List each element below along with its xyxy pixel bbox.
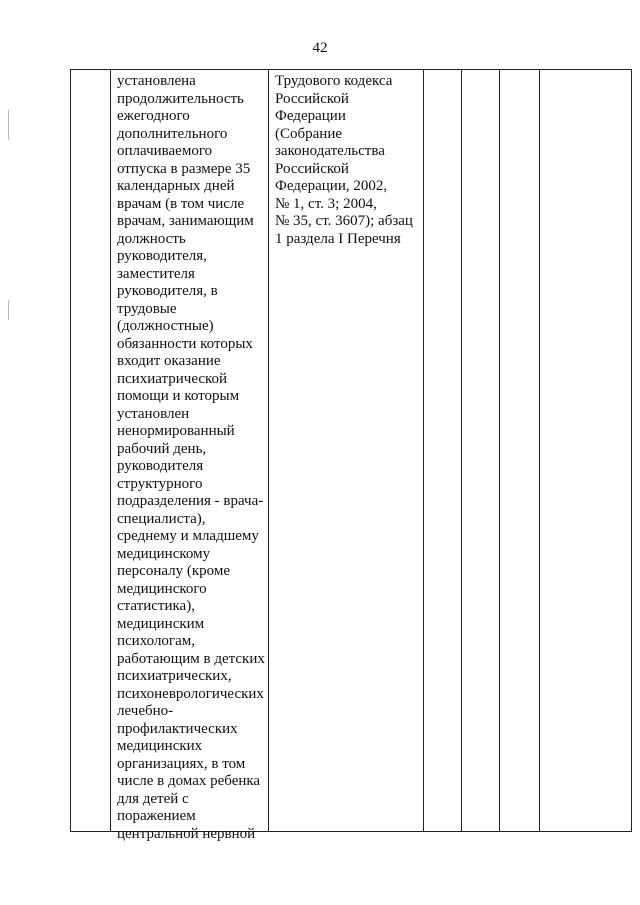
text-line: оплачиваемого <box>117 143 213 159</box>
text-line: психоневрологических <box>117 685 264 702</box>
text-line: отпуска в размере 35 <box>117 160 251 177</box>
text-line: Федерации <box>275 108 346 124</box>
document-table <box>70 69 632 842</box>
text-line: психиатрических, <box>117 668 232 684</box>
column-divider <box>499 70 500 831</box>
text-line: Федерации, 2002, <box>275 178 388 194</box>
text-line: числе в домах ребенка <box>117 773 261 789</box>
text-line: медицинскому <box>117 545 211 562</box>
text-line: продолжительность <box>117 90 244 107</box>
cell-description <box>117 73 265 843</box>
text-line: № 1, ст. 3; 2004, <box>275 195 377 212</box>
text-line: установлена <box>117 73 196 89</box>
text-line: подразделения - врача- <box>117 493 264 509</box>
text-line: законодательства <box>275 143 385 159</box>
text-line: должность <box>117 230 186 247</box>
text-line: медицинским <box>117 615 205 632</box>
text-line: руководителя, в <box>117 283 218 299</box>
text-line: медицинского <box>117 580 207 597</box>
text-line: рабочий день, <box>117 440 207 457</box>
text-line: структурного <box>117 475 203 492</box>
text-line: специалиста), <box>117 510 206 527</box>
text-line: входит оказание <box>117 353 221 369</box>
text-line: среднему и младшему <box>117 528 259 544</box>
text-line: календарных дней <box>117 178 235 194</box>
text-line: врачам (в том числе <box>117 195 245 212</box>
text-line: профилактических <box>117 720 238 737</box>
page-number: 42 <box>312 40 328 56</box>
text-line: медицинских <box>117 738 203 754</box>
text-line: лечебно- <box>117 703 174 719</box>
text-line: Российской <box>275 160 349 177</box>
text-line: статистика), <box>117 598 195 614</box>
text-line: Трудового кодекса <box>275 73 393 89</box>
text-line: психиатрической <box>117 370 228 387</box>
text-line: работающим в детских <box>117 650 265 667</box>
text-line: ненормированный <box>117 423 235 439</box>
cell-legal-basis <box>275 73 413 248</box>
text-line: врачам, занимающим <box>117 213 254 229</box>
text-line: руководителя, <box>117 248 207 264</box>
text-line: центральной нервной <box>117 825 256 842</box>
column-divider <box>268 70 269 831</box>
text-line: руководителя <box>117 458 204 474</box>
text-line: установлен <box>117 405 190 422</box>
text-line: помощи и которым <box>117 388 240 404</box>
column-divider <box>461 70 462 831</box>
scan-artifact <box>8 300 9 320</box>
text-line: (Собрание <box>275 125 343 142</box>
text-line: обязанности которых <box>117 335 253 352</box>
scan-artifact <box>8 110 9 140</box>
text-line: Российской <box>275 90 349 107</box>
text-line: организациях, в том <box>117 755 246 772</box>
text-line: для детей с <box>117 790 189 807</box>
text-line: заместителя <box>117 265 195 282</box>
text-line: 1 раздела I Перечня <box>275 230 401 247</box>
text-line: психологам, <box>117 633 195 649</box>
column-divider <box>423 70 424 831</box>
text-line: (должностные) <box>117 318 214 334</box>
text-line: ежегодного <box>117 108 190 124</box>
text-line: поражением <box>117 808 196 824</box>
text-line: трудовые <box>117 300 177 317</box>
text-line: дополнительного <box>117 125 228 142</box>
column-divider <box>539 70 540 831</box>
text-line: № 35, ст. 3607); абзац <box>275 213 413 229</box>
text-line: персоналу (кроме <box>117 563 231 579</box>
column-divider <box>110 70 111 831</box>
